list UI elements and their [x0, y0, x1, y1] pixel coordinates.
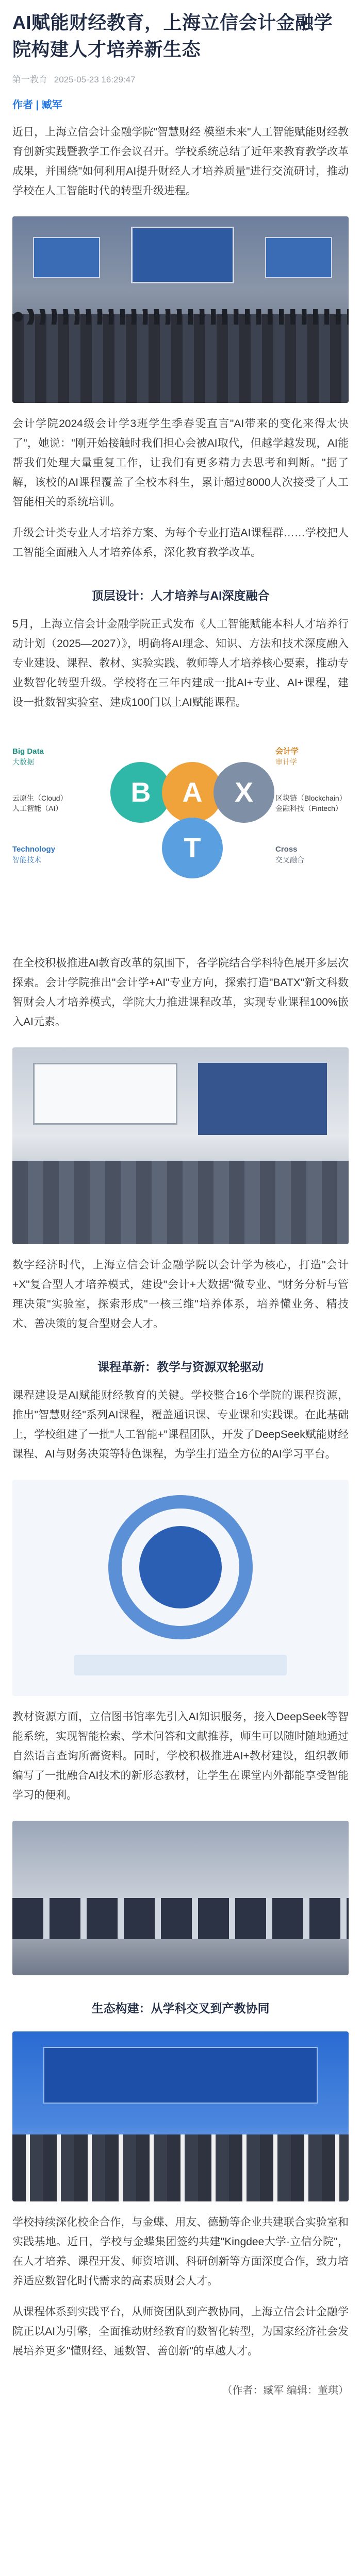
framework-base — [74, 1655, 287, 1675]
paragraph: 从课程体系到实践平台，从师资团队到产教协同，上海立信会计金融学院正以AI为引擎，全面推动财经教育的数智化转型，为国家经济社会发展培养更多"懂财经、通数智、善创新"的卓越人才。 — [12, 2306, 349, 2357]
hex-x: X — [214, 762, 274, 823]
article-credit: （作者：臧军 编辑：董琪） — [222, 2385, 349, 2396]
paragraph: 5月，上海立信会计金融学院正式发布《人工智能赋能本科人才培养行动计划（2025—2027）》，明确将AI理念、知识、方法和技术深度融入专业建设、课程、教材、实验实践、教师等人才培养核心要素，推动专业数智化转型升级。学校将在三年内建成一批AI+专业、AI+课程，建设一批数智实验室、建成100门以上AI赋能课程。 — [12, 618, 349, 708]
author-prefix: 作者 — [12, 99, 33, 111]
article-source[interactable]: 第一教育 — [12, 75, 47, 84]
section-heading: 课程革新：教学与资源双轮驱动 — [97, 1360, 264, 1374]
section-heading: 生态构建：从学科交叉到产教协同 — [91, 2002, 270, 2015]
projector-screen — [198, 1063, 327, 1135]
label-left-top: Big Data 大数据 — [12, 747, 44, 766]
audience — [12, 314, 349, 403]
conference-photo — [12, 216, 349, 403]
lab-monitors — [12, 1898, 349, 1939]
label-right-mid: 区块链（Blockchain） 金融科技（Fintech） — [275, 794, 347, 812]
whiteboard — [33, 1063, 177, 1125]
stage-screen — [131, 227, 234, 283]
banner — [43, 2047, 318, 2104]
batx-diagram — [12, 731, 349, 942]
framework-ring-inner — [139, 1526, 222, 1608]
classroom-photo — [12, 1047, 349, 1244]
author-name: 臧军 — [41, 99, 62, 111]
label-right-top: 会计学 审计学 — [275, 747, 299, 766]
hex-b: B — [110, 762, 171, 823]
label-left-bottom: Technology 智能技术 — [12, 845, 56, 864]
students — [12, 1161, 349, 1244]
article-header — [0, 0, 361, 111]
stage-screen-left — [33, 237, 100, 278]
signing-photo — [12, 2031, 349, 2201]
paragraph: 教材资源方面，立信图书馆率先引入AI知识服务，接入DeepSeek等智能系统，实现智能检索、学术问答和文献推荐，师生可以随时随地通过自然语言查询所需资料。同时，学校积极推进AI+教材建设，组织教师编写了一批融合AI技术的新形态教材，让学生在课堂内外都能享受智能学习的便利。 — [12, 1711, 349, 1801]
paragraph: 学校持续深化校企合作，与金蝶、用友、德勤等企业共建联合实验室和实践基地。近日，学校与金蝶集团签约共建"Kingdee大学·立信分院"，在人才培养、课程开发、师资培训、科研创新等方面深度合作，致力培养适应数智化时代需求的高素质财会人才。 — [12, 2216, 349, 2287]
author-sep: | — [36, 99, 39, 111]
course-framework-graphic — [12, 1480, 349, 1696]
lab-photo — [12, 1821, 349, 1975]
paragraph: 在全校积极推进AI教育改革的氛围下，各学院结合学科特色展开多层次探索。会计学院推出"会计学+AI"专业方向，探索打造"BATX"新文科数智财会人才培养模式，学院大力推进课程改革，实现专业课程100%嵌入AI元素。 — [12, 957, 349, 1028]
paragraph: 会计学院2024级会计学3班学生季春雯直言"AI带来的变化来得太快了"，她说："刚开始接触时我们担心会被AI取代，但越学越发现，AI能帮我们处理大量重复工作，让我们有更多精力去思考和判断。"据了解，该校的AI课程覆盖了全校本科生，累计超过8000人次接受了人工智能相关的系统培训。 — [12, 418, 349, 508]
section-heading: 顶层设计：人才培养与AI深度融合 — [91, 589, 270, 602]
author-line — [12, 96, 349, 111]
article-title: AI赋能财经教育，上海立信会计金融学院构建人才培养新生态 — [12, 12, 333, 60]
label-right-bottom: Cross 交叉融合 — [275, 845, 304, 864]
hex-t: T — [162, 818, 223, 878]
stage-screen-right — [265, 237, 332, 278]
paragraph: 近日，上海立信会计金融学院"智慧财经 模塑未来"人工智能赋能财经教育创新实践暨教学工作会议召开。学校系统总结了近年来教育教学改革成果，并围绕"如何利用AI提升财经人才培养质量"进行交流研讨，推动学校在人工智能时代的转型升级进程。 — [12, 126, 349, 197]
paragraph: 升级会计类专业人才培养方案、为每个专业打造AI课程群……学校把人工智能全面融入人才培养体系，深化教育教学改革。 — [12, 527, 349, 558]
hex-a: A — [162, 762, 223, 823]
paragraph: 数字经济时代，上海立信会计金融学院以会计学为核心，打造"会计+X"复合型人才培养模式，建设"会计+大数据"微专业、"财务分析与管理决策"实验室，探索形成"一核三维"培养体系，培养懂业务、精技术、善决策的复合型财会人才。 — [12, 1259, 349, 1330]
label-left-mid: 云原生（Cloud） 人工智能（AI） — [12, 794, 68, 812]
article-meta — [12, 72, 349, 85]
paragraph: 课程建设是AI赋能财经教育的关键。学校整合16个学院的课程资源，推出"智慧财经"系列AI课程，覆盖通识课、专业课和实践课。在此基础上，学校组建了一批"人工智能+"课程团队，开发了DeepSeek赋能财经课程、AI与财务决策等特色课程，为学生打造全方位的AI学习平台。 — [12, 1389, 349, 1460]
group-people — [12, 2134, 349, 2201]
article-date: 2025-05-23 16:29:47 — [54, 75, 136, 84]
article-body — [0, 123, 361, 201]
audience-heads — [12, 309, 349, 325]
